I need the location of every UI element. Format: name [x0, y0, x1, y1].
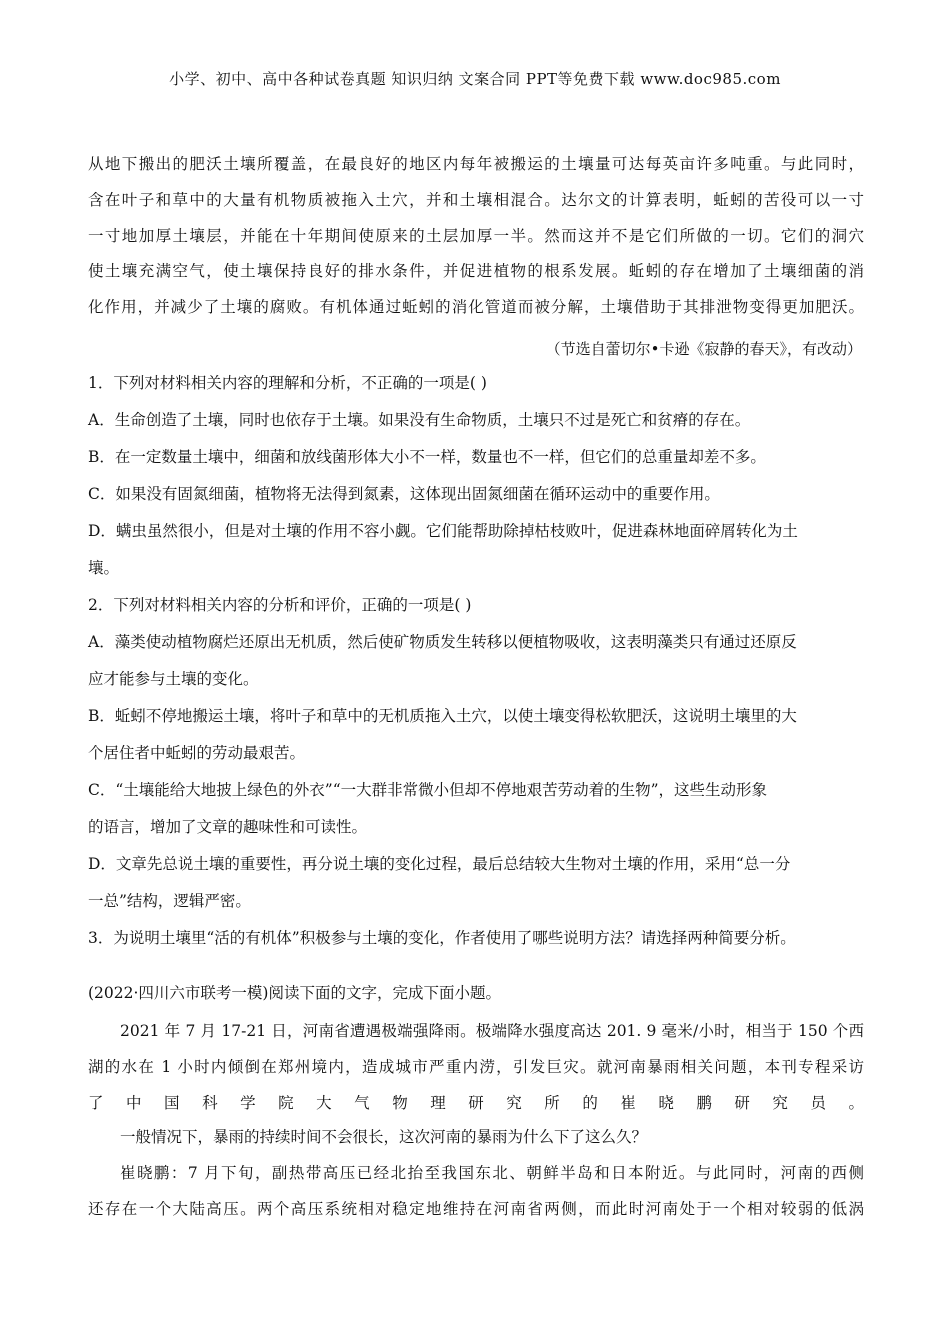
question-1-option-b: B．在一定数量土壤中，细菌和放线菌形体大小不一样，数量也不一样，但它们的总重量却差不多。 [88, 448, 766, 466]
question-2-option-b: B．蚯蚓不停地搬运土壤，将叶子和草中的无机质拖入土穴，以使土壤变得松软肥沃，这说明土壤里的大 [88, 707, 797, 725]
passage-line: 使土壤充满空气，使土壤保持良好的排水条件，并促进植物的根系发展。蚯蚓的存在增加了土壤细菌的消 [88, 262, 864, 281]
section-2-intro [88, 975, 864, 1012]
question-2-option-d: D．文章先总说土壤的重要性，再分说土壤的变化过程，最后总结较大生物对土壤的作用，采用“总一分 [88, 855, 791, 873]
question-2-option-b-cont: 个居住者中蚯蚓的劳动最艰苦。 [88, 744, 306, 762]
paragraph-line: 还存在一个大陆高压。两个高压系统相对稳定地维持在河南省两侧，而此时河南处于一个相对较弱的低涡 [88, 1199, 864, 1218]
passage-line: 一寸地加厚土壤层，并能在十年期间使原来的土层加厚一半。然而这并不是它们所做的一切。它们的洞穴 [88, 226, 864, 245]
passage-line: 含在叶子和草中的大量有机物质被拖入土穴，并和土壤相混合。达尔文的计算表明，蚯蚓的苦役可以一寸 [88, 190, 864, 209]
section-2-paragraph-2 [88, 1120, 864, 1156]
question-2-option-c: C．“土壤能给大地披上绿色的外衣”“一大群非常微小但却不停地艰苦劳动着的生物”，这些生动形象 [88, 781, 768, 799]
question-1-stem: 1．下列对材料相关内容的理解和分析，不正确的一项是( ) [88, 374, 487, 392]
question-2-option-a: A．藻类使动植物腐烂还原出无机质，然后使矿物质发生转移以便植物吸收，这表明藻类只有通过还原反 [88, 633, 797, 651]
passage-source: （节选自蕾切尔•卡逊《寂静的春天》，有改动） [545, 340, 862, 358]
question-2-option-c-cont: 的语言，增加了文章的趣味性和可读性。 [88, 818, 368, 836]
page-header: 小学、初中、高中各种试卷真题 知识归纳 文案合同 PPT等免费下载 www.doc985.com [169, 70, 781, 88]
section-2-intro-text: (2022·四川六市联考一模)阅读下面的文字，完成下面小题。 [88, 984, 501, 1002]
question-1-option-a: A．生命创造了土壤，同时也依存于土壤。如果没有生命物质，土壤只不过是死亡和贫瘠的存在。 [88, 411, 751, 429]
section-2-paragraph-3 [88, 1156, 864, 1228]
question-2-option-d-cont: 一总”结构，逻辑严密。 [88, 892, 251, 910]
paragraph-line: 湖的水在 1 小时内倾倒在郑州境内，造成城市严重内涝，引发巨灾。就河南暴雨相关问题，本刊专程采访 [88, 1057, 864, 1076]
section-2-paragraph-1 [88, 1014, 864, 1121]
question-2-option-a-cont: 应才能参与土壤的变化。 [88, 670, 259, 688]
paragraph-line: 2021 年 7 月 17-21 日，河南省遭遇极端强降雨。极端降水强度高达 201. 9 毫米/小时，相当于 150 个西 [120, 1022, 864, 1040]
question-1-option-d-cont: 壤。 [88, 559, 120, 577]
question-1-option-c: C．如果没有固氮细菌，植物将无法得到氮素，这体现出固氮细菌在循环运动中的重要作用。 [88, 485, 720, 503]
passage-line: 化作用，并减少了土壤的腐败。有机体通过蚯蚓的消化管道而被分解，土壤借助于其排泄物变得更加肥沃。 [88, 298, 864, 317]
question-3-stem: 3．为说明土壤里“活的有机体”积极参与土壤的变化，作者使用了哪些说明方法？请选择两种简要分析。 [88, 929, 796, 947]
paragraph-line: 一般情况下，暴雨的持续时间不会很长，这次河南的暴雨为什么下了这么久？ [120, 1128, 648, 1146]
passage-paragraph [88, 147, 864, 326]
question-block [88, 365, 864, 957]
passage-line: 从地下搬出的肥沃土壤所覆盖，在最良好的地区内每年被搬运的土壤量可达每英亩许多吨重。与此同时， [88, 155, 864, 173]
paragraph-line: 崔晓鹏：7 月下旬，副热带高压已经北抬至我国东北、朝鲜半岛和日本附近。与此同时，河南的西侧 [120, 1164, 864, 1182]
question-2-stem: 2．下列对材料相关内容的分析和评价，正确的一项是( ) [88, 596, 472, 614]
question-1-option-d: D．螨虫虽然很小，但是对土壤的作用不容小觑。它们能帮助除掉枯枝败叶，促进森林地面碎屑转化为土 [88, 522, 798, 540]
paragraph-line: 了中国科学院大气物理研究所的崔晓鹏研究员。 [88, 1093, 864, 1112]
